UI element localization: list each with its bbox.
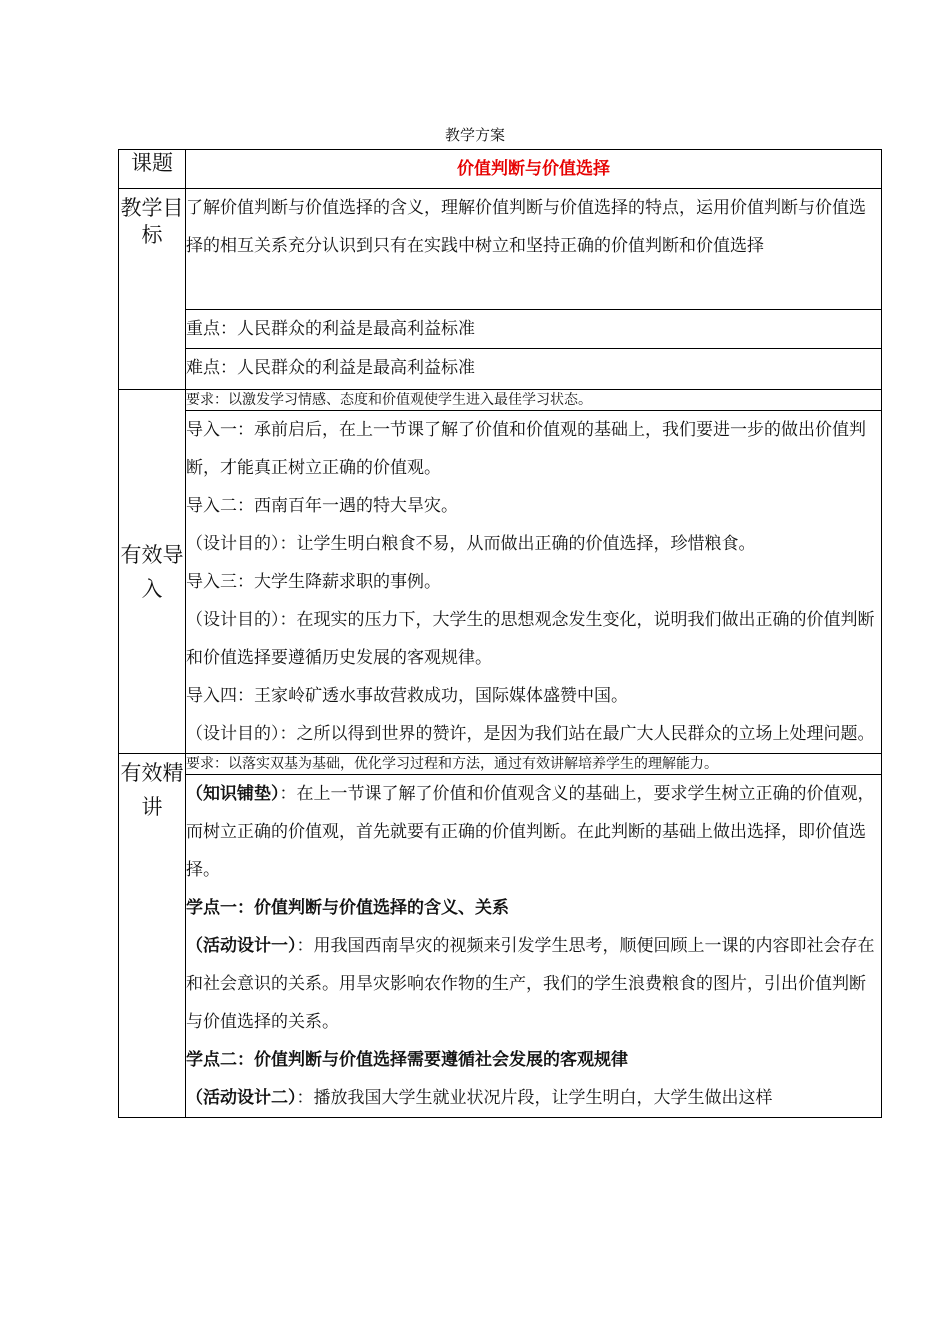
- difficult-point: 难点：人民群众的利益是最高利益标准: [186, 349, 882, 390]
- document-title: 教学方案: [444, 126, 505, 144]
- intro-line-3: （设计目的）：让学生明白粮食不易，从而做出正确的价值选择，珍惜粮食。: [186, 534, 756, 554]
- teaching-content: [186, 775, 882, 1118]
- intro-line-1: 导入一：承前启后，在上一节课了解了价值和价值观的基础上，我们要进一步的做出价值判断，才能真正树立正确的价值观。: [186, 420, 866, 478]
- teaching-content-row: [119, 775, 882, 1118]
- difficult-point-row: [119, 349, 882, 390]
- teaching-label-text: 有效精讲: [120, 761, 184, 819]
- intro-requirement-row: [119, 390, 882, 411]
- intro-line-4: 导入三：大学生降薪求职的事例。: [186, 572, 441, 592]
- goals-label: [119, 189, 186, 390]
- intro-label-text: 有效导入: [120, 542, 184, 601]
- teaching-requirement-row: [119, 754, 882, 775]
- intro-line-2: 导入二：西南百年一遇的特大旱灾。: [186, 496, 458, 516]
- intro-requirement: 要求：以激发学习情感、态度和价值观使学生进入最佳学习状态。: [186, 390, 882, 411]
- intro-line-5: （设计目的）：在现实的压力下，大学生的思想观念发生变化，说明我们做出正确的价值判断和价值选择要遵循历史发展的客观规律。: [186, 610, 875, 668]
- activity-one-paragraph: [186, 927, 881, 1041]
- knowledge-body: ：在上一节课了解了价值和价值观含义的基础上，要求学生树立正确的价值观，而树立正确的价值观，首先就要有正确的价值判断。在此判断的基础上做出选择，即价值选择。: [186, 784, 875, 880]
- activity-one-heading: （活动设计一）: [186, 936, 297, 956]
- topic-row: [119, 150, 882, 189]
- lesson-plan-table: [118, 149, 882, 1118]
- goals-label-text: 教学目标: [120, 196, 184, 247]
- topic-title: 价值判断与价值选择: [186, 150, 882, 189]
- topic-label: 课题: [119, 150, 186, 189]
- activity-two-heading: （活动设计二）: [186, 1088, 297, 1108]
- activity-two-body: ：播放我国大学生就业状况片段，让学生明白，大学生做出这样: [296, 1088, 773, 1108]
- intro-label: [119, 390, 186, 754]
- key-point: 重点：人民群众的利益是最高利益标准: [186, 310, 882, 349]
- point-one-heading: 学点一：价值判断与价值选择的含义、关系: [186, 898, 509, 918]
- activity-two-paragraph: [186, 1079, 881, 1117]
- intro-line-6: 导入四：王家岭矿透水事故营救成功，国际媒体盛赞中国。: [186, 686, 628, 706]
- intro-line-7: （设计目的）：之所以得到世界的赞许，是因为我们站在最广大人民群众的立场上处理问题。: [186, 724, 875, 744]
- point-two-heading: 学点二：价值判断与价值选择需要遵循社会发展的客观规律: [186, 1050, 628, 1070]
- goals-text: 了解价值判断与价值选择的含义，理解价值判断与价值选择的特点，运用价值判断与价值选择的相互关系充分认识到只有在实践中树立和坚持正确的价值判断和价值选择: [186, 189, 882, 310]
- activity-one-body: ：用我国西南旱灾的视频来引发学生思考，顺便回顾上一课的内容即社会存在和社会意识的关系。用旱灾影响农作物的生产，我们的学生浪费粮食的图片，引出价值判断与价值选择的关系。: [186, 936, 875, 1032]
- teaching-label: [119, 754, 186, 1118]
- goals-row: [119, 189, 882, 310]
- teaching-requirement: 要求：以落实双基为基础，优化学习过程和方法，通过有效讲解培养学生的理解能力。: [186, 754, 882, 775]
- intro-content-row: [119, 411, 882, 754]
- intro-content: [186, 411, 882, 754]
- key-point-row: [119, 310, 882, 349]
- knowledge-heading: （知识铺垫）: [186, 784, 280, 804]
- knowledge-paragraph: [186, 775, 881, 889]
